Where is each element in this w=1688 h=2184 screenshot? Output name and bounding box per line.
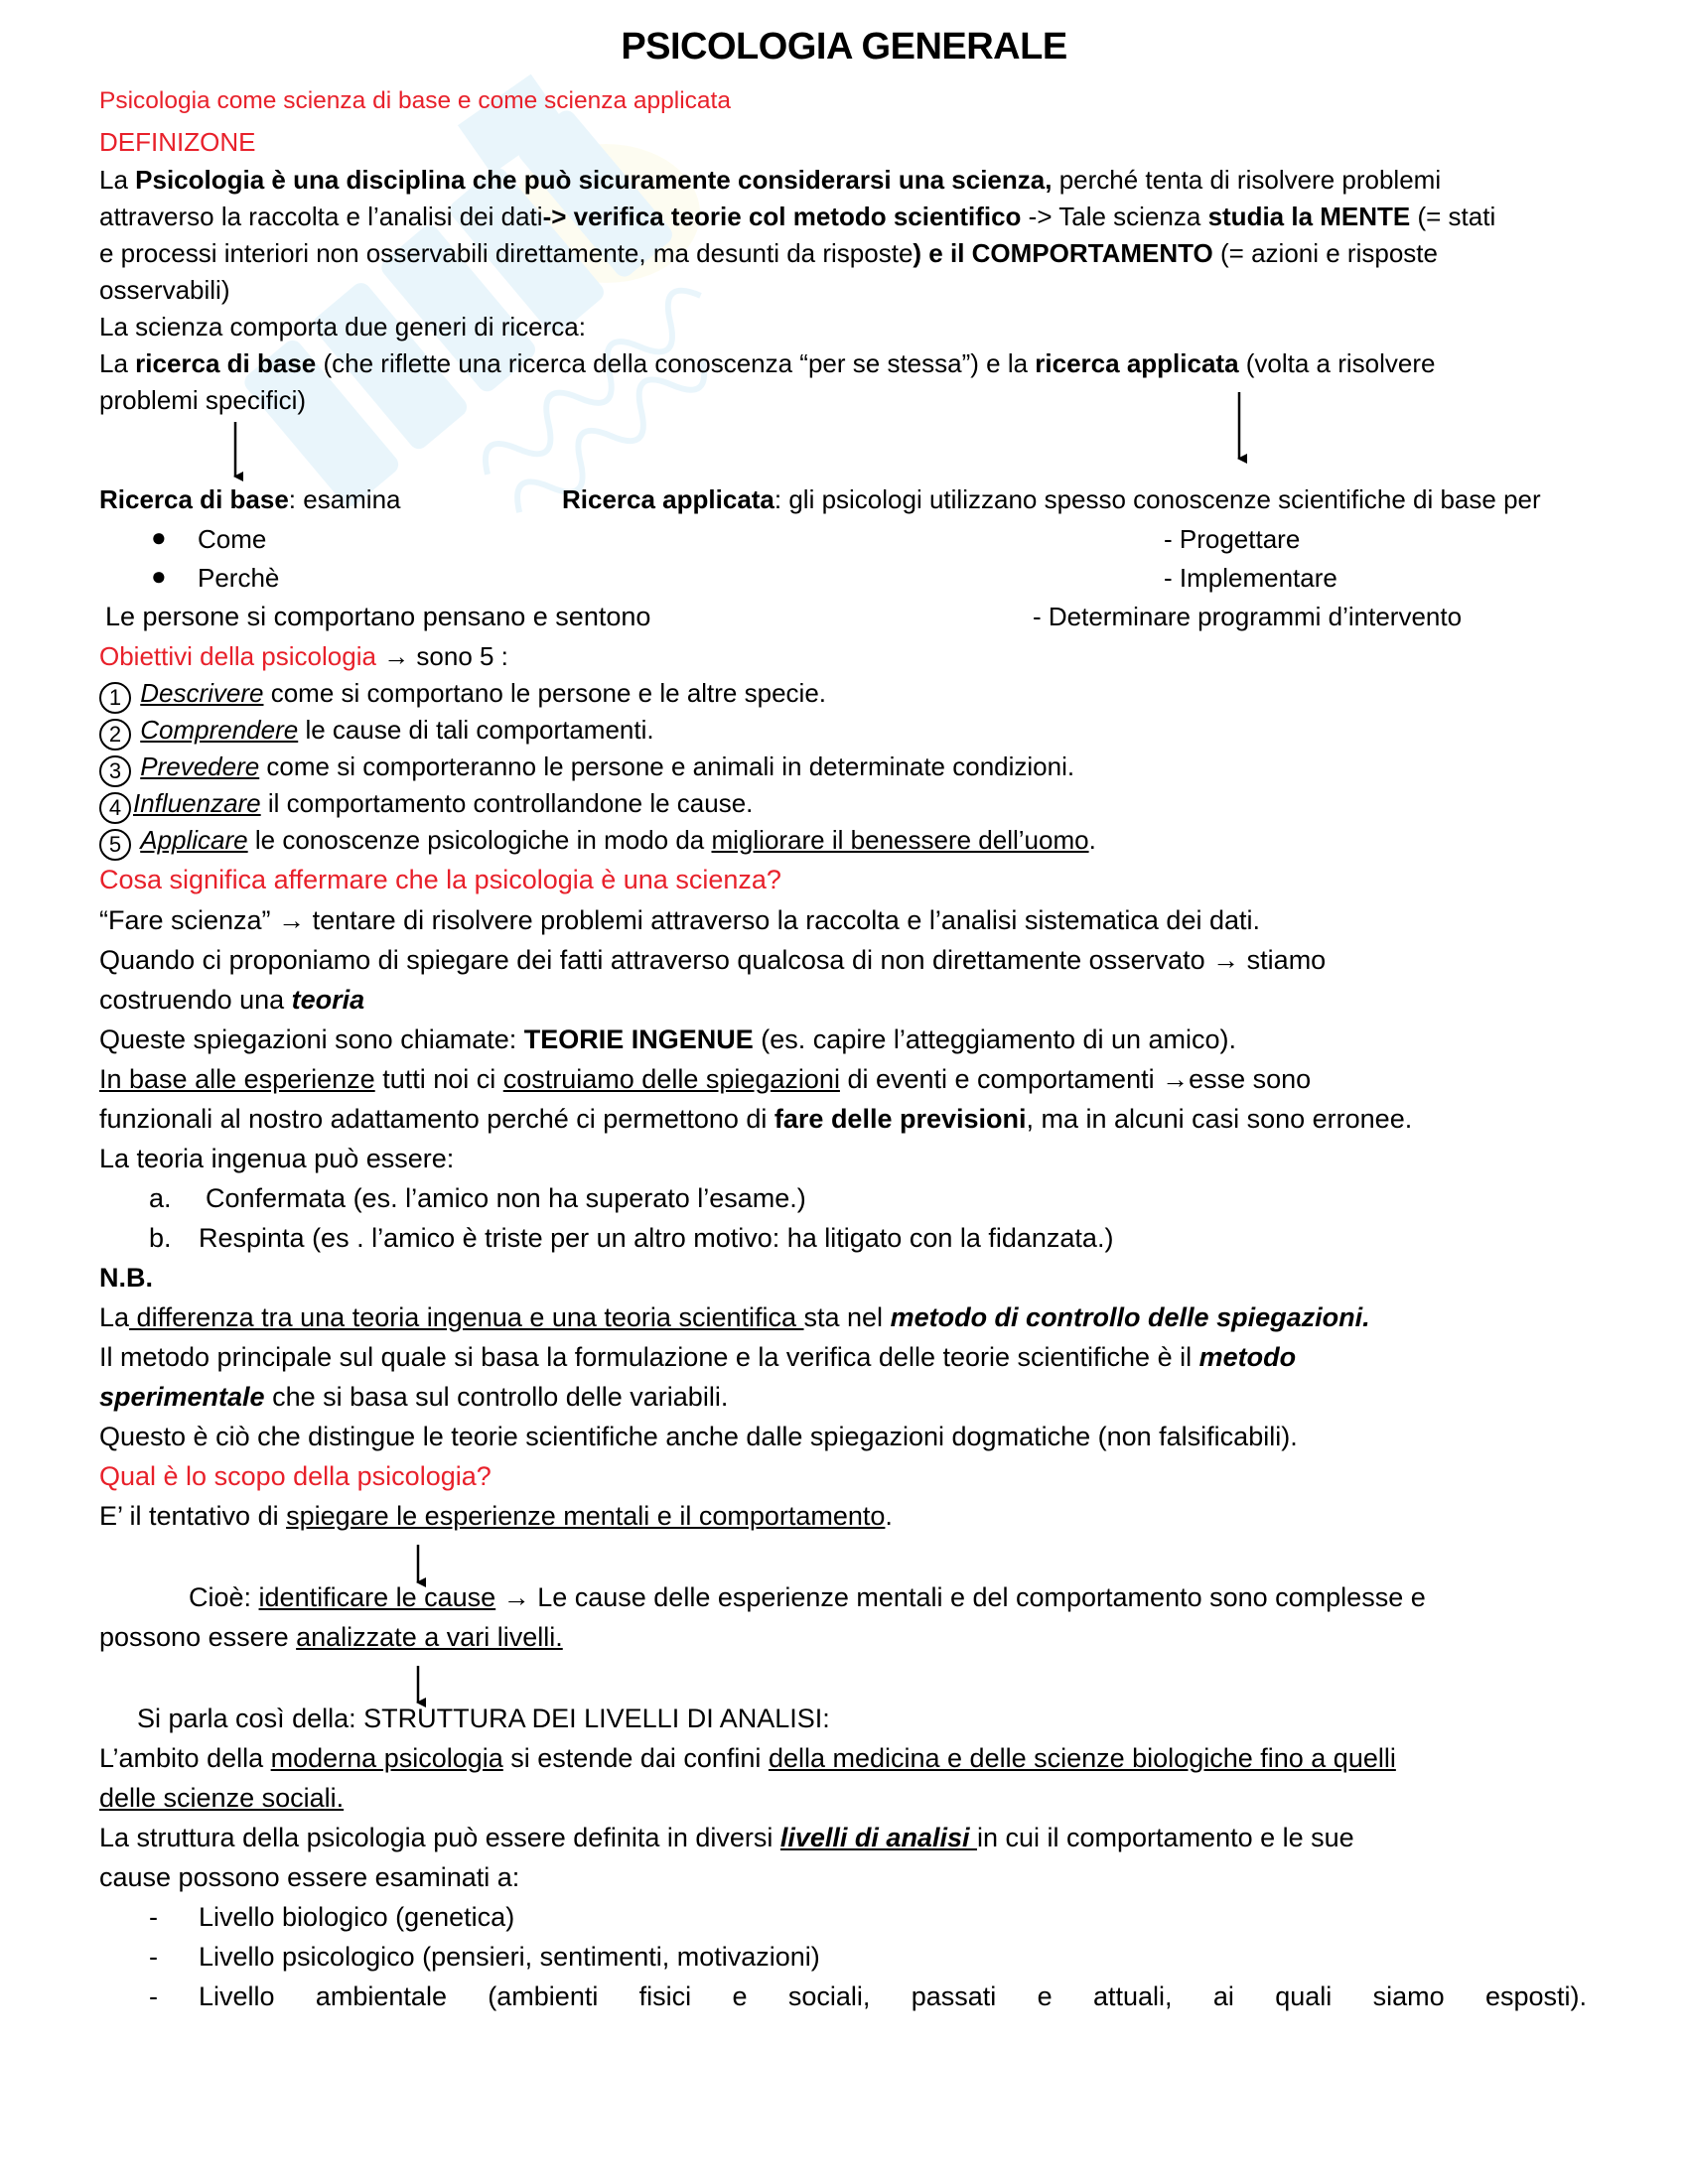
ricerca-base-tail: Le persone si comportano pensano e sentono — [105, 602, 651, 631]
paragraph-line: Quando ci proponiamo di spiegare dei fatti attraverso qualcosa di non direttamente osservato → stiamo — [99, 945, 1327, 975]
definition-line: osservabili) — [99, 275, 230, 305]
scienza-heading: Cosa significa affermare che la psicologia è una scienza? — [99, 865, 781, 894]
paragraph-line: delle scienze sociali. — [99, 1783, 345, 1813]
obiettivi-heading: Obiettivi della psicologia → sono 5 : — [99, 641, 508, 671]
page-title: PSICOLOGIA GENERALE — [621, 26, 1067, 68]
ricerca-applicata-line: Ricerca applicata: gli psicologi utilizzano spesso conoscenze scientifiche di base per — [562, 484, 1541, 514]
paragraph-line: La teoria ingenua può essere: — [99, 1144, 455, 1173]
list-marker: b. — [149, 1223, 172, 1253]
list-item: Perchè — [198, 563, 280, 593]
paragraph-line: Cioè: identificare le cause → Le cause delle esperienze mentali e del comportamento sono complesse e — [189, 1582, 1426, 1612]
obiettivo-item: 3 Prevedere come si comporteranno le persone e animali in determinate condizioni. — [99, 750, 1074, 787]
paragraph-line: Si parla così della: STRUTTURA DEI LIVELLI DI ANALISI: — [137, 1704, 830, 1733]
paragraph-line: Il metodo principale sul quale si basa la formulazione e la verifica delle teorie scientifiche è il metodo — [99, 1342, 1297, 1372]
dash-marker: - — [149, 1981, 158, 2011]
list-marker: a. — [149, 1183, 172, 1213]
subtitle: Psicologia come scienza di base e come scienza applicata — [99, 87, 731, 114]
obiettivo-item: 2 Comprendere le cause di tali comportamenti. — [99, 713, 654, 751]
list-item-justified: Livello ambientale (ambienti fisici e sociali, passati e attuali, ai quali siamo esposti). — [199, 1981, 1587, 2011]
list-item: Livello psicologico (pensieri, sentimenti, motivazioni) — [199, 1942, 820, 1972]
paragraph-line: sperimentale che si basa sul controllo delle variabili. — [99, 1382, 729, 1412]
paragraph-line: La struttura della psicologia può essere definita in diversi livelli di analisi in cui il comportamento e le sue — [99, 1823, 1354, 1852]
definition-line: e processi interiori non osservabili direttamente, ma desunti da risposte) e il COMPORTAMENTO (= azioni e risposte — [99, 238, 1438, 268]
paragraph-line: Questo è ciò che distingue le teorie scientifiche anche dalle spiegazioni dogmatiche (non falsificabili). — [99, 1422, 1298, 1451]
paragraph-line: costruendo una teoria — [99, 985, 365, 1015]
definition-line: La ricerca di base (che riflette una ricerca della conoscenza “per se stessa”) e la ricerca applicata (volta a risolvere — [99, 348, 1436, 378]
list-item: - Progettare — [1164, 524, 1301, 554]
paragraph-line: possono essere analizzate a vari livelli. — [99, 1622, 563, 1652]
nb-label: N.B. — [99, 1263, 153, 1293]
paragraph-line: L’ambito della moderna psicologia si estende dai confini della medicina e delle scienze biologiche fino a quelli — [99, 1743, 1396, 1773]
list-item: Confermata (es. l’amico non ha superato l’esame.) — [206, 1183, 806, 1213]
dash-marker: - — [149, 1942, 158, 1972]
list-item: - Implementare — [1164, 563, 1337, 593]
paragraph-line: In base alle esperienze tutti noi ci costruiamo delle spiegazioni di eventi e comportamenti →esse sono — [99, 1064, 1312, 1094]
scopo-heading: Qual è lo scopo della psicologia? — [99, 1461, 492, 1491]
obiettivo-item: 5 Applicare le conoscenze psicologiche in modo da migliorare il benessere dell’uomo. — [99, 823, 1096, 861]
paragraph-line: Queste spiegazioni sono chiamate: TEORIE INGENUE (es. capire l’atteggiamento di un amico). — [99, 1024, 1237, 1054]
definition-line: La scienza comporta due generi di ricerca: — [99, 312, 586, 341]
list-item: Respinta (es . l’amico è triste per un altro motivo: ha litigato con la fidanzata.) — [199, 1223, 1114, 1253]
paragraph-line: cause possono essere esaminati a: — [99, 1862, 520, 1892]
definition-line: La Psicologia è una disciplina che può sicuramente considerarsi una scienza, perché tenta di risolvere problemi — [99, 165, 1442, 195]
paragraph-line: La differenza tra una teoria ingenua e una teoria scientifica sta nel metodo di controllo delle spiegazioni. — [99, 1302, 1370, 1332]
dash-marker: - — [149, 1902, 158, 1932]
ricerca-base-line: Ricerca di base: esamina — [99, 484, 401, 514]
list-item: - Determinare programmi d’intervento — [1033, 602, 1463, 631]
obiettivo-item: 1 Descrivere come si comportano le persone e le altre specie. — [99, 676, 826, 714]
definition-line: attraverso la raccolta e l’analisi dei dati-> verifica teorie col metodo scientifico -> Tale scienza studia la MENTE (= stati — [99, 202, 1496, 231]
paragraph-line: E’ il tentativo di spiegare le esperienze mentali e il comportamento. — [99, 1501, 893, 1531]
definizione-heading: DEFINIZONE — [99, 127, 256, 157]
bullet-icon: ● — [151, 561, 167, 591]
list-item: Livello biologico (genetica) — [199, 1902, 515, 1932]
bullet-icon: ● — [151, 522, 167, 552]
definition-line: problemi specifici) — [99, 385, 307, 415]
obiettivo-item: 4 Influenzare il comportamento controllandone le cause. — [99, 786, 753, 824]
paragraph-line: “Fare scienza” → tentare di risolvere problemi attraverso la raccolta e l’analisi sistematica dei dati. — [99, 905, 1260, 935]
paragraph-line: funzionali al nostro adattamento perché ci permettono di fare delle previsioni, ma in alcuni casi sono erronee. — [99, 1104, 1413, 1134]
list-item: Come — [198, 524, 267, 554]
